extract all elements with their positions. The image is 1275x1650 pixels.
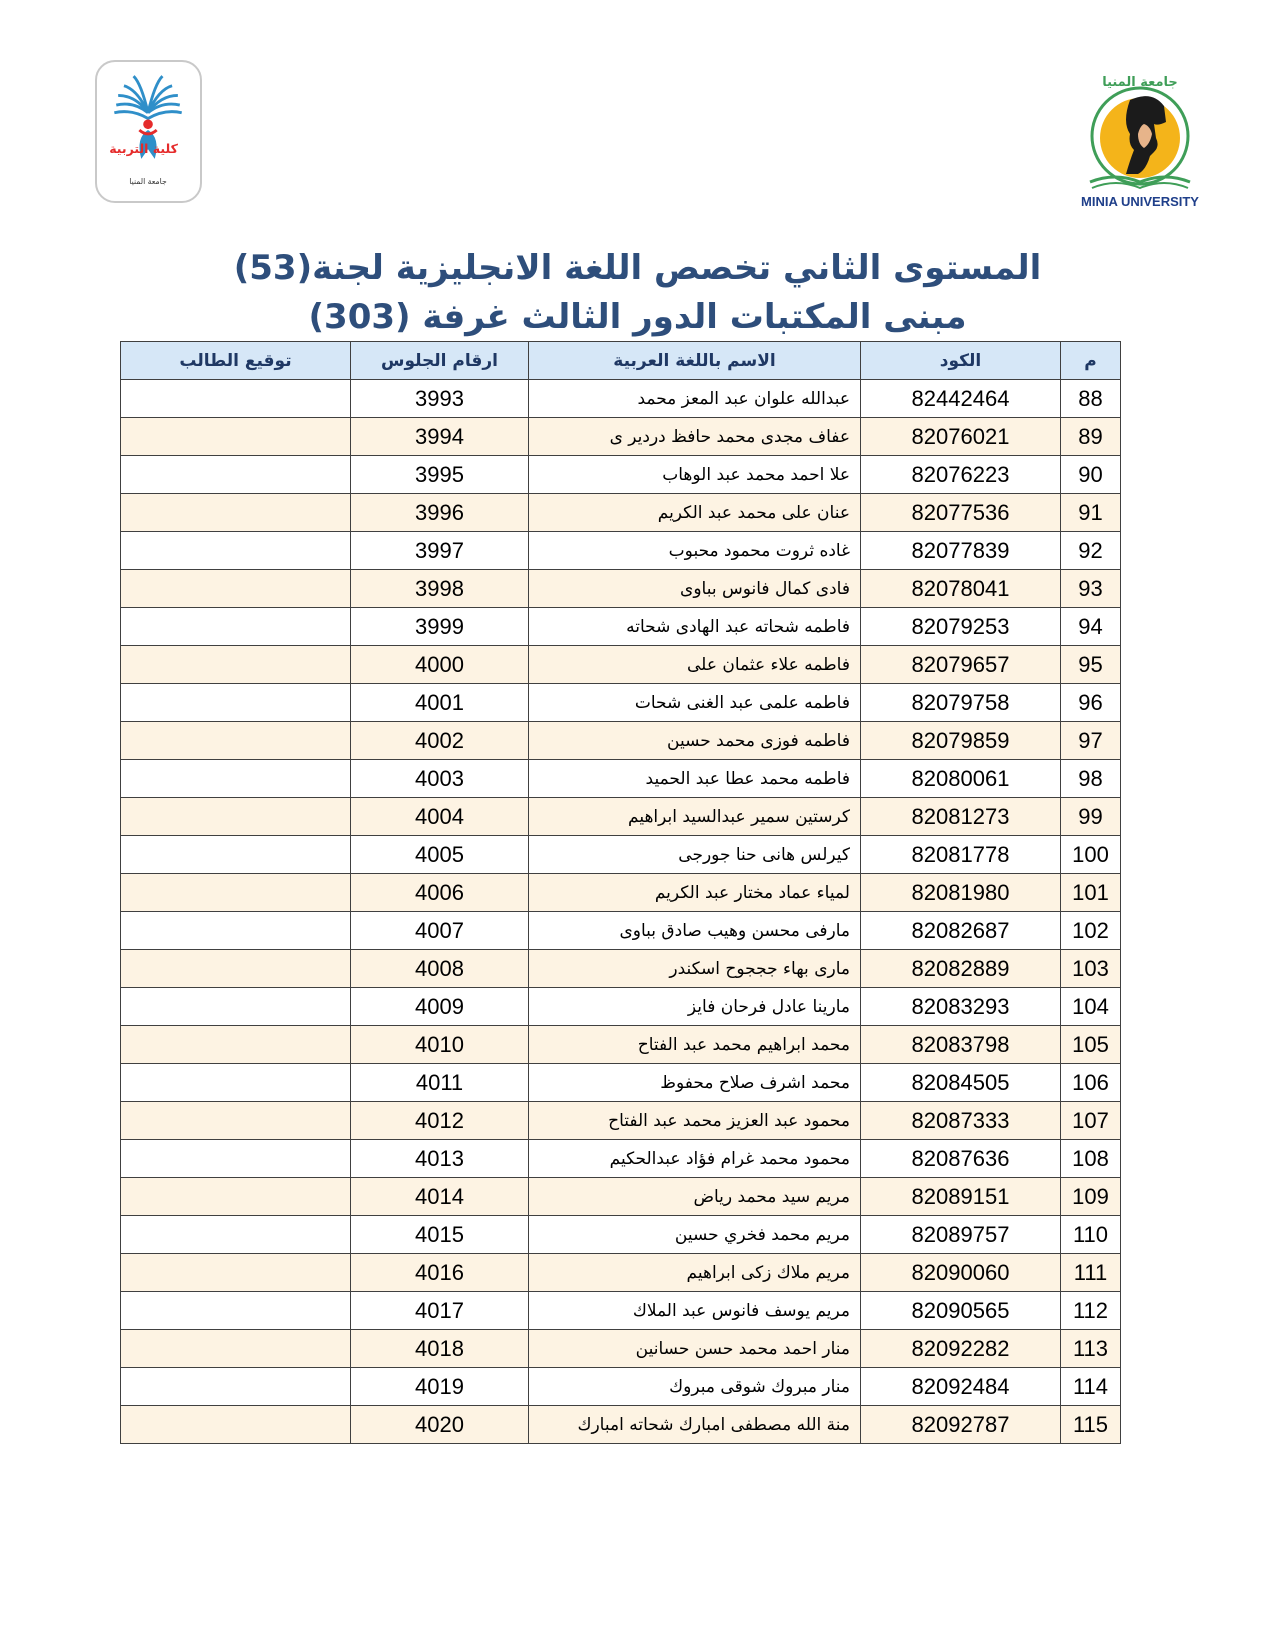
row-name: محمد اشرف صلاح محفوظ [529, 1064, 861, 1102]
row-seat-number: 4015 [351, 1216, 529, 1254]
row-code: 82076223 [861, 456, 1061, 494]
row-name: فادى كمال فانوس بباوى [529, 570, 861, 608]
row-seat-number: 4001 [351, 684, 529, 722]
row-seat-number: 4006 [351, 874, 529, 912]
row-name: مارى بهاء جججوح اسكندر [529, 950, 861, 988]
row-index: 104 [1061, 988, 1121, 1026]
row-index: 92 [1061, 532, 1121, 570]
row-name: علا احمد محمد عبد الوهاب [529, 456, 861, 494]
row-seat-number: 4016 [351, 1254, 529, 1292]
row-name: لمياء عماد مختار عبد الكريم [529, 874, 861, 912]
table-header-row [121, 342, 1121, 380]
row-seat-number: 3995 [351, 456, 529, 494]
row-code: 82078041 [861, 570, 1061, 608]
row-code: 82077839 [861, 532, 1061, 570]
row-seat-number: 4000 [351, 646, 529, 684]
table-row [121, 1254, 1121, 1292]
row-name: كرستين سمير عبدالسيد ابراهيم [529, 798, 861, 836]
row-signature [121, 646, 351, 684]
students-table [120, 341, 1121, 1444]
row-name: فاطمه علمى عبد الغنى شحات [529, 684, 861, 722]
row-signature [121, 608, 351, 646]
table-row [121, 1292, 1121, 1330]
table-row [121, 912, 1121, 950]
row-seat-number: 4008 [351, 950, 529, 988]
nefertiti-emblem-icon [1070, 60, 1210, 220]
row-signature [121, 1216, 351, 1254]
row-signature [121, 570, 351, 608]
row-index: 89 [1061, 418, 1121, 456]
row-index: 102 [1061, 912, 1121, 950]
row-signature [121, 456, 351, 494]
row-code: 82089151 [861, 1178, 1061, 1216]
row-code: 82442464 [861, 380, 1061, 418]
table-row [121, 1406, 1121, 1444]
row-signature [121, 1140, 351, 1178]
table-row [121, 532, 1121, 570]
row-name: عنان على محمد عبد الكريم [529, 494, 861, 532]
row-index: 91 [1061, 494, 1121, 532]
row-name: مارينا عادل فرحان فايز [529, 988, 861, 1026]
table-row [121, 684, 1121, 722]
row-index: 98 [1061, 760, 1121, 798]
row-signature [121, 950, 351, 988]
row-index: 114 [1061, 1368, 1121, 1406]
row-code: 82079758 [861, 684, 1061, 722]
table-row [121, 380, 1121, 418]
row-index: 94 [1061, 608, 1121, 646]
row-code: 82079657 [861, 646, 1061, 684]
row-name: منار مبروك شوقى مبروك [529, 1368, 861, 1406]
logo-right-arabic: جامعة المنيا [1102, 75, 1178, 90]
table-row [121, 1026, 1121, 1064]
row-seat-number: 3996 [351, 494, 529, 532]
row-name: مريم ملاك زكى ابراهيم [529, 1254, 861, 1292]
row-index: 101 [1061, 874, 1121, 912]
row-signature [121, 532, 351, 570]
table-row [121, 1064, 1121, 1102]
table-row [121, 798, 1121, 836]
row-signature [121, 1254, 351, 1292]
logo-left-line2: جامعة المنيا [129, 176, 167, 186]
row-index: 99 [1061, 798, 1121, 836]
row-seat-number: 4011 [351, 1064, 529, 1102]
row-index: 115 [1061, 1406, 1121, 1444]
row-name: منار احمد محمد حسن حسانين [529, 1330, 861, 1368]
table-row [121, 874, 1121, 912]
row-name: فاطمه محمد عطا عبد الحميد [529, 760, 861, 798]
row-index: 103 [1061, 950, 1121, 988]
row-code: 82081273 [861, 798, 1061, 836]
row-name: كيرلس هانى حنا جورجى [529, 836, 861, 874]
row-code: 82081778 [861, 836, 1061, 874]
row-seat-number: 4012 [351, 1102, 529, 1140]
row-code: 82080061 [861, 760, 1061, 798]
row-seat-number: 3993 [351, 380, 529, 418]
row-index: 113 [1061, 1330, 1121, 1368]
table-row [121, 722, 1121, 760]
row-index: 90 [1061, 456, 1121, 494]
table-row [121, 950, 1121, 988]
row-seat-number: 4019 [351, 1368, 529, 1406]
row-name: مريم يوسف فانوس عبد الملاك [529, 1292, 861, 1330]
table-row [121, 1178, 1121, 1216]
row-signature [121, 836, 351, 874]
row-name: محمود محمد غرام فؤاد عبدالحكيم [529, 1140, 861, 1178]
row-seat-number: 4002 [351, 722, 529, 760]
row-code: 82090060 [861, 1254, 1061, 1292]
faculty-of-education-logo [95, 60, 202, 203]
row-index: 95 [1061, 646, 1121, 684]
row-code: 82083798 [861, 1026, 1061, 1064]
row-index: 112 [1061, 1292, 1121, 1330]
row-seat-number: 4005 [351, 836, 529, 874]
row-name: غاده ثروت محمود محبوب [529, 532, 861, 570]
row-seat-number: 4020 [351, 1406, 529, 1444]
row-code: 82092282 [861, 1330, 1061, 1368]
row-index: 93 [1061, 570, 1121, 608]
col-header-code: الكود [861, 342, 1061, 380]
row-signature [121, 1102, 351, 1140]
row-code: 82087333 [861, 1102, 1061, 1140]
row-seat-number: 4004 [351, 798, 529, 836]
logo-right-english: MINIA UNIVERSITY [1081, 194, 1199, 209]
row-index: 108 [1061, 1140, 1121, 1178]
row-index: 97 [1061, 722, 1121, 760]
row-code: 82089757 [861, 1216, 1061, 1254]
row-code: 82083293 [861, 988, 1061, 1026]
row-index: 111 [1061, 1254, 1121, 1292]
page-title-line2: مبنى المكتبات الدور الثالث غرفة (303) [308, 297, 967, 337]
table-row [121, 1216, 1121, 1254]
row-code: 82082889 [861, 950, 1061, 988]
row-seat-number: 4009 [351, 988, 529, 1026]
row-signature [121, 684, 351, 722]
table-row [121, 494, 1121, 532]
row-signature [121, 1026, 351, 1064]
row-name: مريم محمد فخري حسين [529, 1216, 861, 1254]
row-signature [121, 1178, 351, 1216]
table-row [121, 988, 1121, 1026]
row-index: 110 [1061, 1216, 1121, 1254]
logo-left-line1: كلية التربية [109, 141, 178, 157]
row-signature [121, 1292, 351, 1330]
table-row [121, 570, 1121, 608]
row-code: 82079253 [861, 608, 1061, 646]
row-index: 106 [1061, 1064, 1121, 1102]
row-code: 82090565 [861, 1292, 1061, 1330]
row-seat-number: 3997 [351, 532, 529, 570]
table-body [121, 380, 1121, 1444]
row-seat-number: 3994 [351, 418, 529, 456]
row-signature [121, 988, 351, 1026]
row-seat-number: 4013 [351, 1140, 529, 1178]
row-signature [121, 1330, 351, 1368]
row-name: محمد ابراهيم محمد عبد الفتاح [529, 1026, 861, 1064]
row-name: فاطمه علاء عثمان على [529, 646, 861, 684]
row-name: عفاف مجدى محمد حافظ دردير ى [529, 418, 861, 456]
table-row [121, 1140, 1121, 1178]
table-row [121, 836, 1121, 874]
row-code: 82076021 [861, 418, 1061, 456]
row-seat-number: 3998 [351, 570, 529, 608]
row-index: 88 [1061, 380, 1121, 418]
row-signature [121, 722, 351, 760]
row-signature [121, 418, 351, 456]
row-index: 96 [1061, 684, 1121, 722]
row-seat-number: 3999 [351, 608, 529, 646]
row-name: عبدالله علوان عبد المعز محمد [529, 380, 861, 418]
row-seat-number: 4007 [351, 912, 529, 950]
row-name: مارفى محسن وهيب صادق بباوى [529, 912, 861, 950]
row-code: 82081980 [861, 874, 1061, 912]
table-row [121, 760, 1121, 798]
row-signature [121, 1406, 351, 1444]
table-row [121, 1368, 1121, 1406]
row-signature [121, 874, 351, 912]
row-signature [121, 912, 351, 950]
open-book-icon [97, 62, 200, 201]
table-row [121, 608, 1121, 646]
col-header-seat: ارقام الجلوس [351, 342, 529, 380]
row-seat-number: 4014 [351, 1178, 529, 1216]
row-index: 105 [1061, 1026, 1121, 1064]
row-name: فاطمه فوزى محمد حسين [529, 722, 861, 760]
row-name: محمود عبد العزيز محمد عبد الفتاح [529, 1102, 861, 1140]
row-seat-number: 4018 [351, 1330, 529, 1368]
row-index: 100 [1061, 836, 1121, 874]
col-header-index: م [1061, 342, 1121, 380]
row-seat-number: 4003 [351, 760, 529, 798]
row-signature [121, 760, 351, 798]
table-row [121, 646, 1121, 684]
row-seat-number: 4010 [351, 1026, 529, 1064]
row-code: 82092787 [861, 1406, 1061, 1444]
row-signature [121, 1368, 351, 1406]
table-row [121, 418, 1121, 456]
row-signature [121, 494, 351, 532]
row-signature [121, 380, 351, 418]
col-header-signature: توقيع الطالب [121, 342, 351, 380]
row-name: مريم سيد محمد رياض [529, 1178, 861, 1216]
row-code: 82079859 [861, 722, 1061, 760]
col-header-name: الاسم باللغة العربية [529, 342, 861, 380]
row-name: فاطمه شحاته عبد الهادى شحاته [529, 608, 861, 646]
table-row [121, 456, 1121, 494]
row-code: 82077536 [861, 494, 1061, 532]
row-index: 109 [1061, 1178, 1121, 1216]
row-code: 82082687 [861, 912, 1061, 950]
table-row [121, 1330, 1121, 1368]
row-code: 82087636 [861, 1140, 1061, 1178]
row-index: 107 [1061, 1102, 1121, 1140]
row-code: 82092484 [861, 1368, 1061, 1406]
row-signature [121, 798, 351, 836]
minia-university-logo [1070, 60, 1210, 220]
row-name: منة الله مصطفى امبارك شحاته امبارك [529, 1406, 861, 1444]
row-signature [121, 1064, 351, 1102]
row-seat-number: 4017 [351, 1292, 529, 1330]
table-row [121, 1102, 1121, 1140]
page-title-line1: المستوى الثاني تخصص اللغة الانجليزية لجنة(53) [233, 248, 1042, 288]
row-code: 82084505 [861, 1064, 1061, 1102]
